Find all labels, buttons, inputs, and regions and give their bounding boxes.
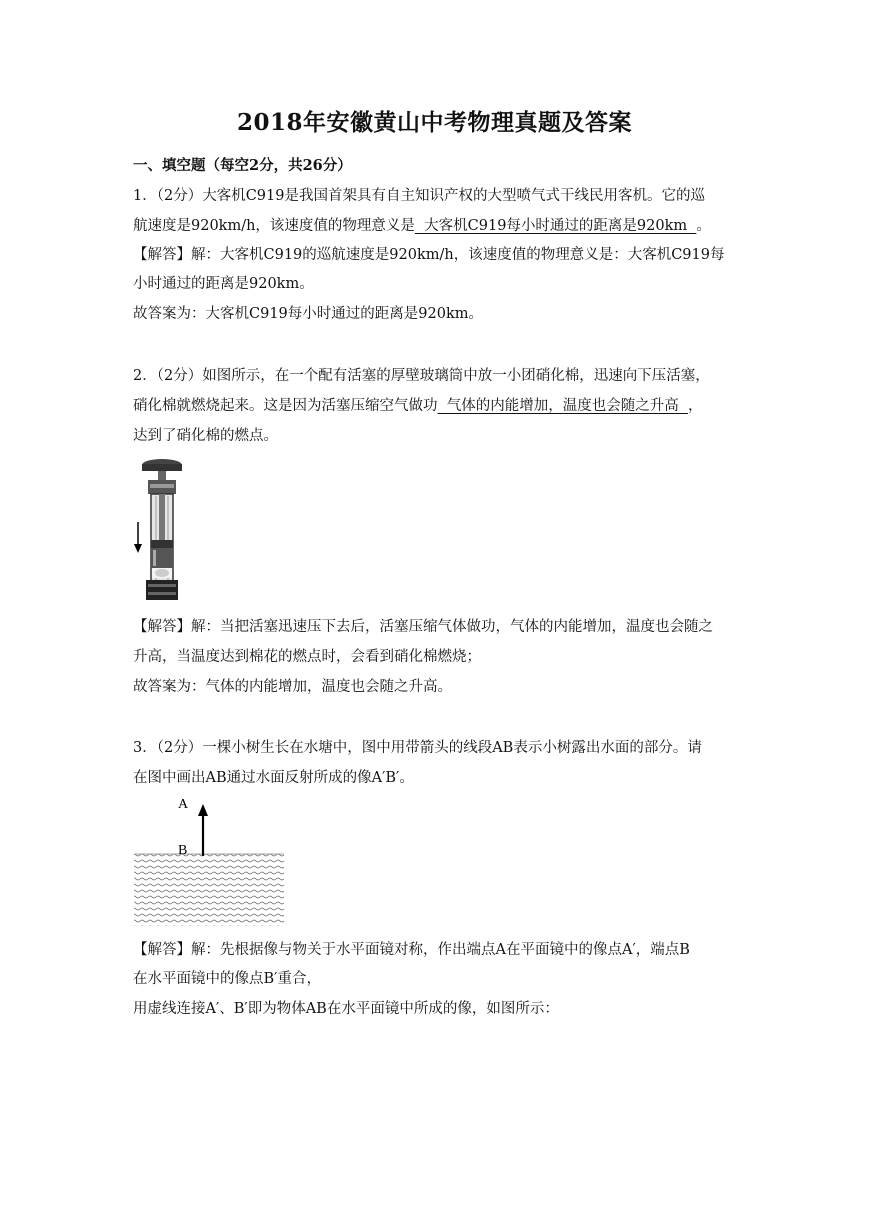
page-title: 2018年安徽黄山中考物理真题及答案 (236, 109, 632, 136)
q2-text-post: ， (687, 398, 703, 414)
q3-text-line2: 在图中画出AB通过水面反射所成的像A′B′。 (133, 770, 414, 786)
q1-solution-line2: 小时通过的距离是920km。 (133, 276, 314, 292)
tree-water-figure (132, 792, 286, 928)
q2-final-answer: 故答案为：气体的内能增加，温度也会随之升高。 (133, 679, 452, 695)
q3-solution-line2: 在水平面镜中的像点B′重合， (133, 971, 321, 987)
q1-text-line1: 1．（2分）大客机C919是我国首架具有自主知识产权的大型喷气式干线民用客机。它的巡 (133, 188, 705, 204)
q2-text-pre: 硝化棉就燃烧起来。这是因为活塞压缩空气做功 (133, 398, 438, 414)
q1-text-pre: 航速度是920km/h，该速度值的物理意义是 (133, 218, 415, 234)
q1-final-answer: 故答案为：大客机C919每小时通过的距离是920km。 (133, 306, 483, 322)
q2-text-line1: 2．（2分）如图所示，在一个配有活塞的厚壁玻璃筒中放一小团硝化棉，迅速向下压活塞， (133, 368, 710, 384)
water-surface-icon (134, 854, 284, 926)
q1-text-post: 。 (696, 218, 711, 234)
q2-text-line2 (133, 396, 743, 416)
cotton-icon (155, 569, 169, 577)
piston-icon (151, 540, 173, 548)
cylinder-base-icon (146, 580, 178, 600)
q1-answer-blank: 大客机C919每小时通过的距离是920km (414, 218, 697, 234)
q3-solution-line1: 【解答】解：先根据像与物关于水平面镜对称，作出端点A在平面镜中的像点A′，端点B (133, 942, 690, 958)
q2-solution-line2: 升高，当温度达到棉花的燃点时，会看到硝化棉燃烧； (133, 649, 481, 665)
q2-text-line3: 达到了硝化棉的燃点。 (133, 428, 278, 444)
q2-answer-blank: 气体的内能增加，温度也会随之升高 (437, 398, 688, 414)
q3-solution-line3: 用虚线连接A′、B′即为物体AB在水平面镜中所成的像，如图所示： (133, 1001, 559, 1017)
label-b: B (178, 843, 188, 858)
q3-text-line1: 3．（2分）一棵小树生长在水塘中，图中用带箭头的线段AB表示小树露出水面的部分。请 (133, 740, 702, 756)
section-heading: 一、填空题（每空2分，共26分） (133, 157, 352, 174)
piston-cylinder-figure (130, 454, 190, 608)
q2-solution-line1: 【解答】解：当把活塞迅速压下去后，活塞压缩气体做功，气体的内能增加，温度也会随之 (133, 619, 713, 635)
q1-solution-line1: 【解答】解：大客机C919的巡航速度是920km/h，该速度值的物理意义是：大客机C919每 (133, 247, 725, 263)
label-a: A (178, 797, 189, 812)
q1-text-line2 (133, 216, 743, 236)
